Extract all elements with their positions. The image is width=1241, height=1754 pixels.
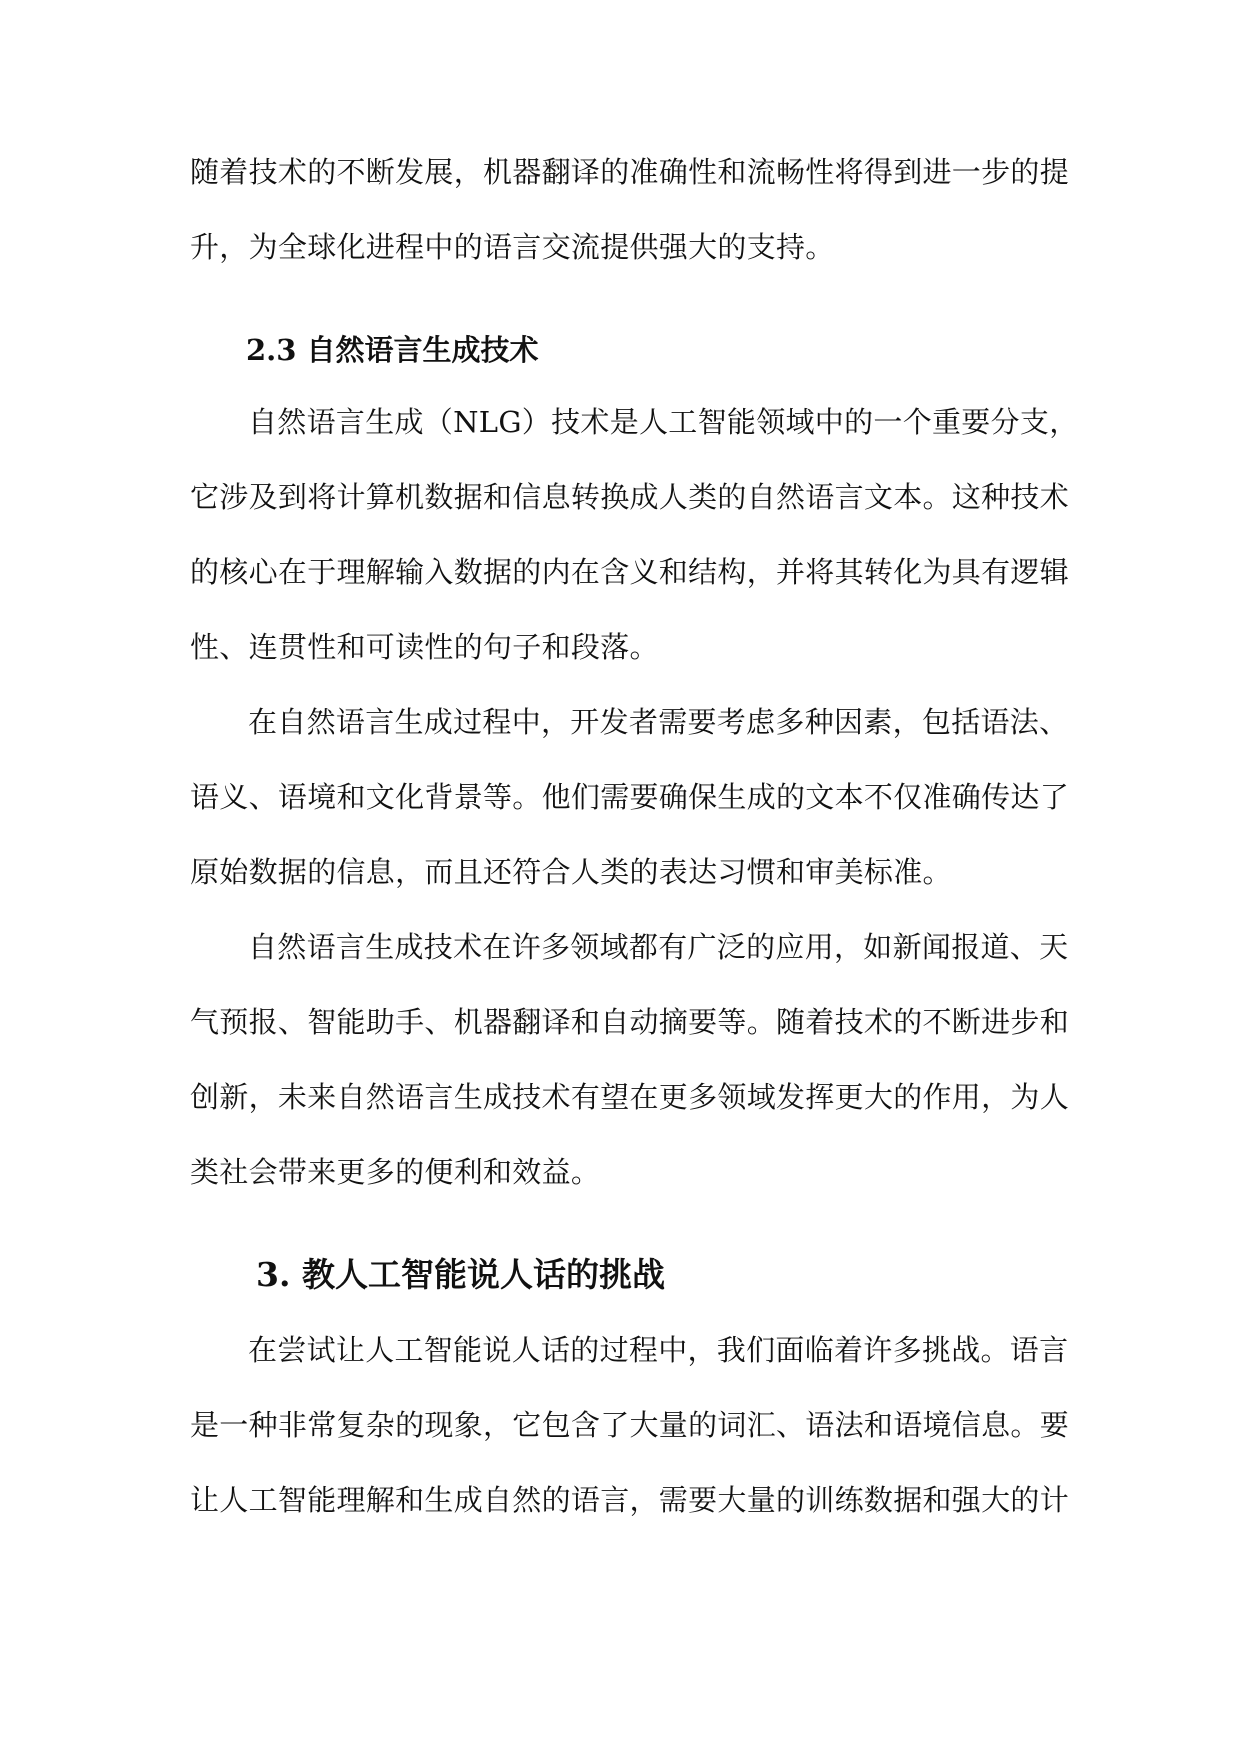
text-line: 类社会带来更多的便利和效益。 [190,1155,601,1189]
text-line: 在尝试让人工智能说人话的过程中，我们面临着许多挑战。语言 [248,1333,1069,1367]
text-line: 自然语言生成技术在许多领域都有广泛的应用，如新闻报道、天 [248,930,1069,964]
text-line: 气预报、智能助手、机器翻译和自动摘要等。随着技术的不断进步和 [190,1005,1070,1039]
text-line: 性、连贯性和可读性的句子和段落。 [190,630,659,664]
text-line: 在自然语言生成过程中，开发者需要考虑多种因素，包括语法、 [248,705,1069,739]
text-line: 让人工智能理解和生成自然的语言，需要大量的训练数据和强大的计 [190,1483,1070,1517]
text-line: 升，为全球化进程中的语言交流提供强大的支持。 [190,230,835,264]
text-line: 语义、语境和文化背景等。他们需要确保生成的文本不仅准确传达了 [190,780,1070,814]
text-line: 原始数据的信息，而且还符合人类的表达习惯和审美标准。 [190,855,952,889]
text-line: 自然语言生成（NLG）技术是人工智能领域中的一个重要分支， [248,405,1079,439]
text-line: 创新，未来自然语言生成技术有望在更多领域发挥更大的作用，为人 [190,1080,1070,1114]
text-line: 它涉及到将计算机数据和信息转换成人类的自然语言文本。这种技术 [190,480,1070,514]
text-line: 随着技术的不断发展，机器翻译的准确性和流畅性将得到进一步的提 [190,155,1070,189]
section-heading-2-3: 2.3 自然语言生成技术 [246,333,539,367]
text-line: 是一种非常复杂的现象，它包含了大量的词汇、语法和语境信息。要 [190,1408,1070,1442]
section-heading-3: 3. 教人工智能说人话的挑战 [256,1255,665,1294]
text-line: 的核心在于理解输入数据的内在含义和结构，并将其转化为具有逻辑 [190,555,1070,589]
